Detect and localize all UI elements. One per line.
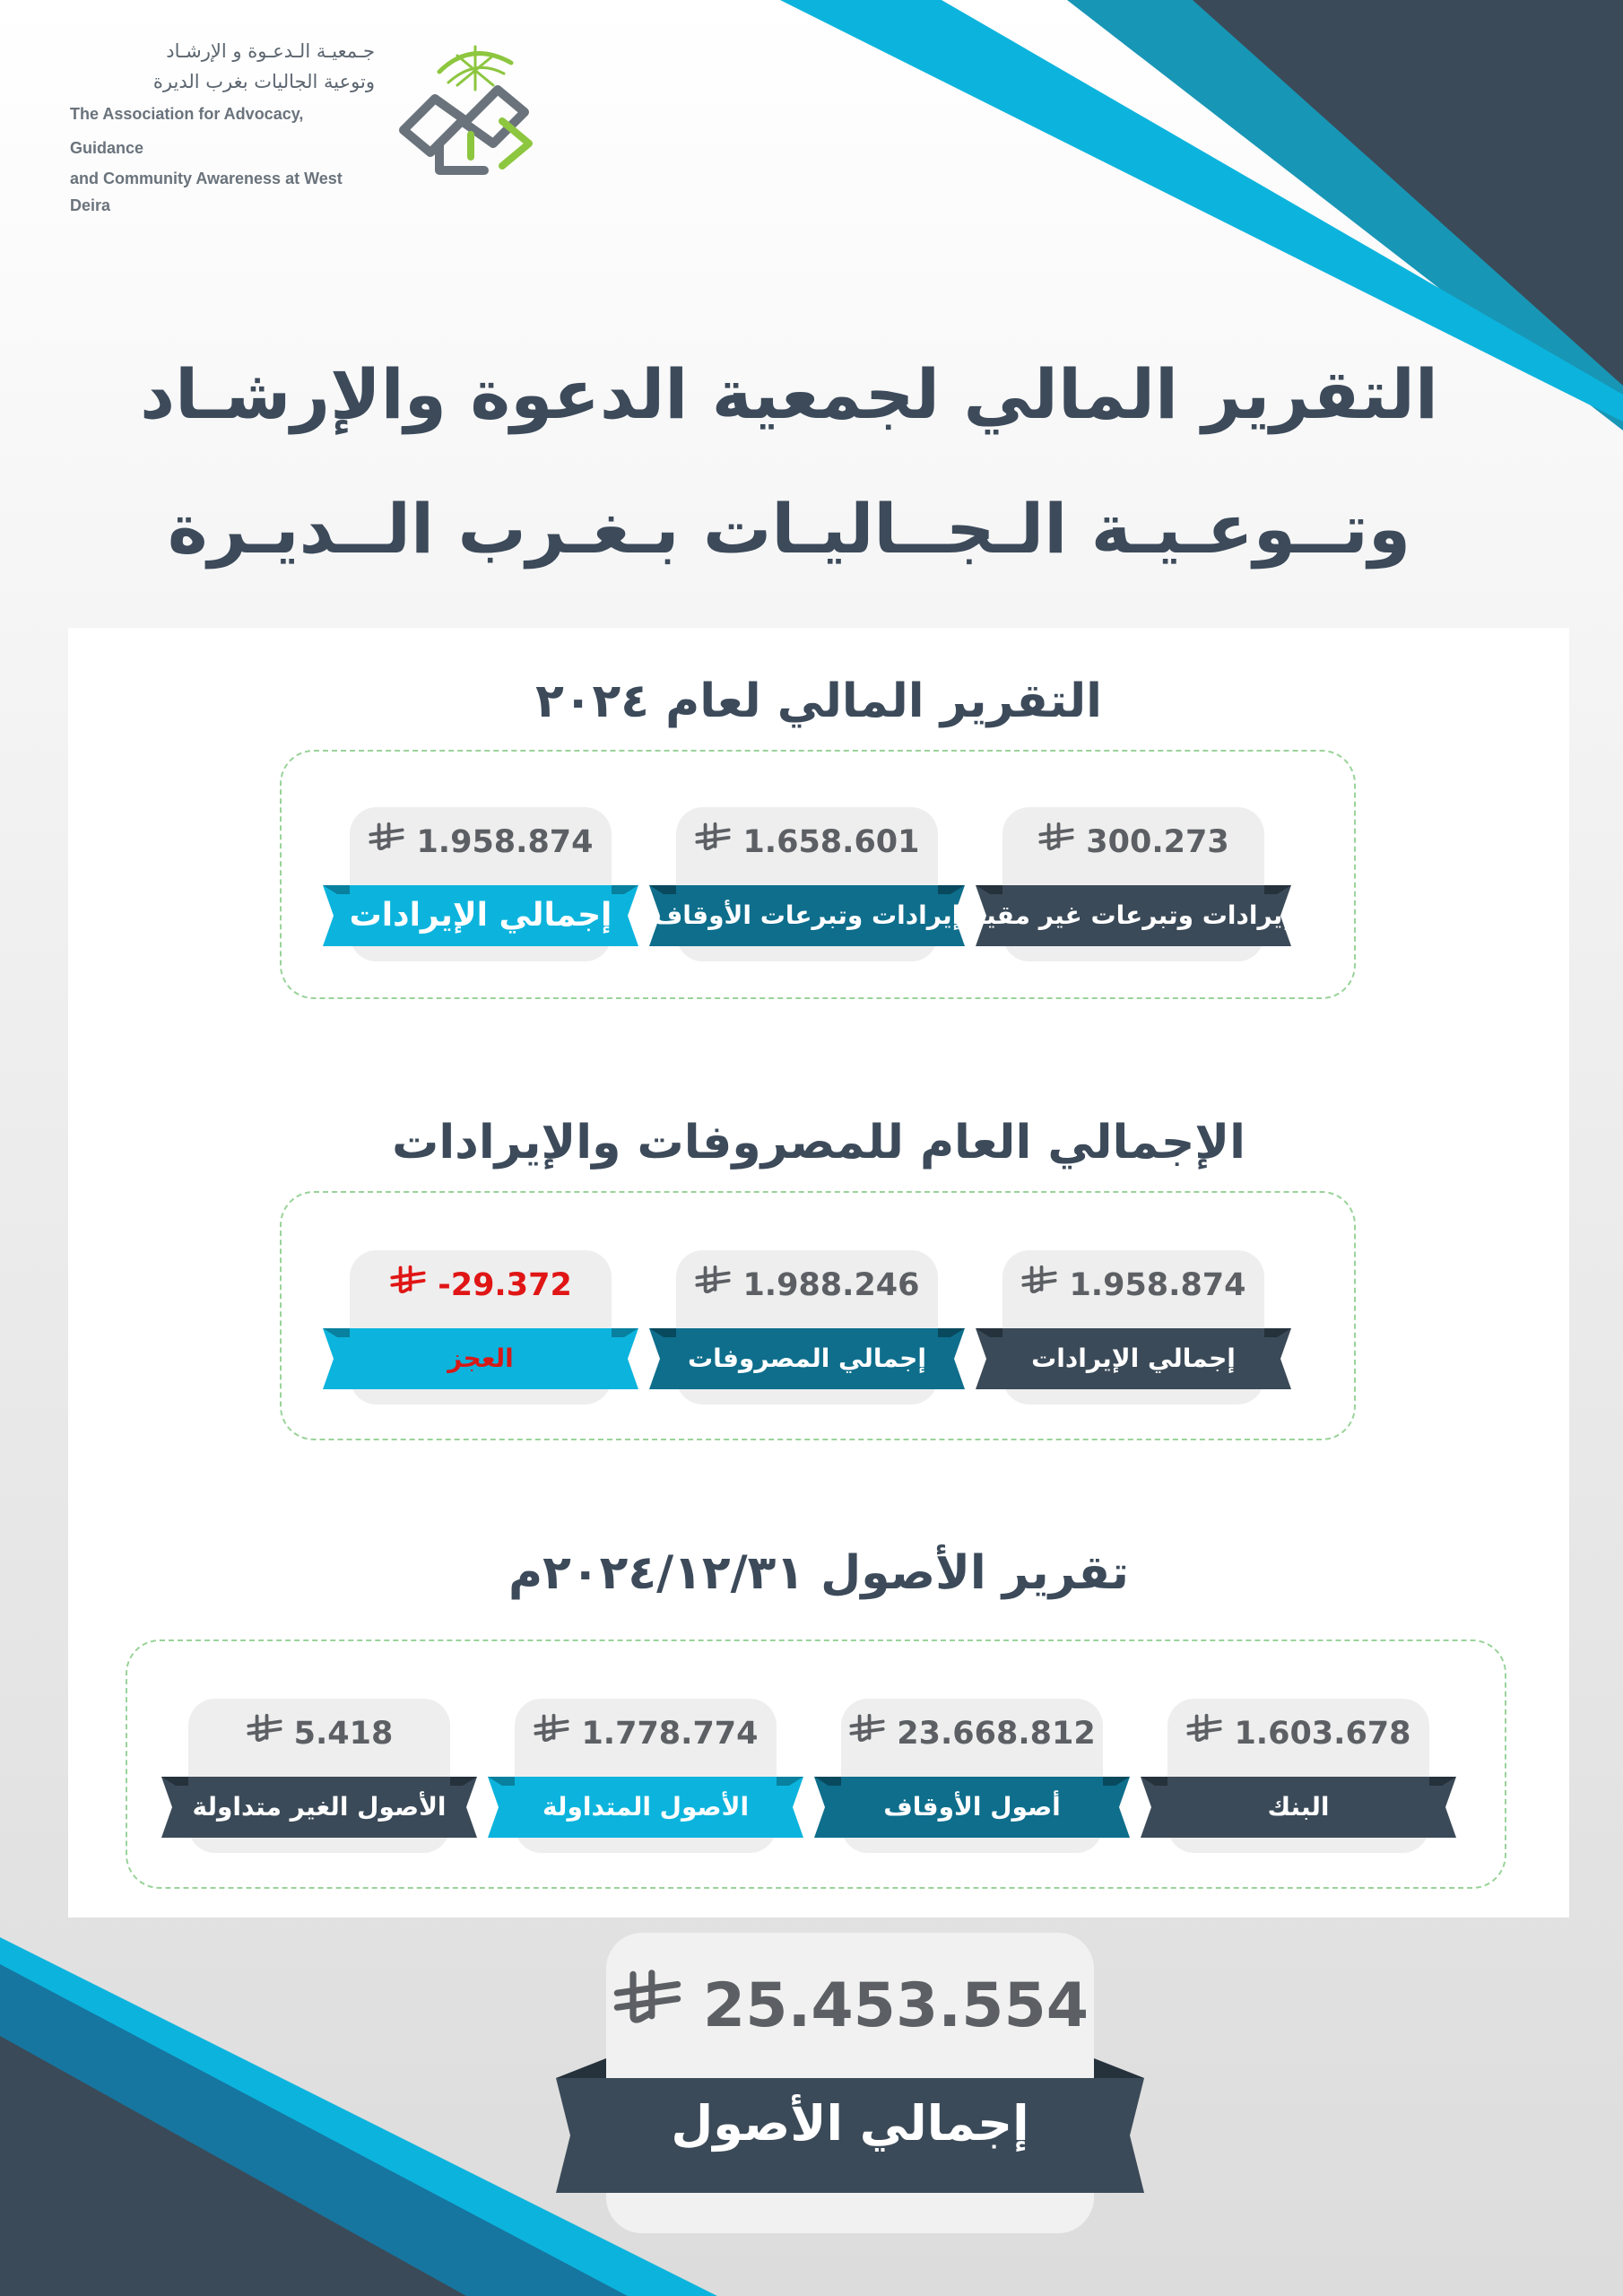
association-name-ar-1: جـمعيـة الـدعـوة و الإرشـاد — [166, 40, 375, 62]
card-total-revenue — [323, 807, 638, 965]
riyal-icon — [1185, 1713, 1223, 1744]
riyal-icon — [848, 1713, 886, 1744]
card-amount: 1.988.246 — [649, 1265, 965, 1303]
riyal-icon — [1037, 822, 1075, 852]
card-summary-revenue — [976, 1250, 1291, 1408]
card-amount: 1.658.601 — [649, 822, 965, 860]
card-amount: 23.668.812 — [814, 1713, 1130, 1752]
main-title-line-2: وتــوعـيـة الـجــاليـات بـغـرب الــديـرة — [167, 489, 1411, 569]
section-title-report-2024: التقرير المالي لعام ٢٠٢٤ — [535, 674, 1102, 728]
card-amount: 1.778.774 — [488, 1713, 803, 1752]
total-assets-amount: 25.453.554 — [556, 1969, 1144, 2041]
riyal-icon — [368, 822, 405, 852]
card-amount: -29.372 — [323, 1265, 638, 1303]
card-label: إجمالي المصروفات — [688, 1344, 926, 1373]
card-amount: 1.958.874 — [323, 822, 638, 860]
card-label: الأصول المتداولة — [542, 1792, 750, 1822]
card-label: إجمالي الإيرادات — [349, 897, 612, 934]
card-amount: 5.418 — [161, 1713, 477, 1752]
card-label: أصول الأوقاف — [883, 1792, 1061, 1822]
riyal-icon — [694, 1265, 732, 1295]
riyal-icon — [612, 1969, 683, 2026]
content-panel — [68, 628, 1569, 1918]
association-name — [70, 36, 375, 219]
card-unrestricted-donations — [957, 807, 1291, 965]
association-name-en-2: and Community Awareness at West Deira — [70, 170, 343, 214]
card-amount: 1.603.678 — [1141, 1713, 1456, 1752]
riyal-icon — [389, 1265, 427, 1295]
riyal-icon — [246, 1713, 283, 1744]
riyal-icon — [1020, 1265, 1058, 1295]
card-label: الأصول الغير متداولة — [192, 1792, 447, 1822]
main-title-line-1: التقرير المالي لجمعية الدعوة والإرشـاد — [140, 354, 1438, 434]
riyal-icon — [533, 1713, 570, 1744]
association-name-ar-2: وتوعية الجاليات بغرب الديرة — [152, 71, 375, 92]
card-label: إجمالي الإيرادات — [1031, 1344, 1236, 1373]
total-assets-card — [556, 1933, 1144, 2238]
card-label: العجز — [447, 1344, 514, 1373]
card-assets-current — [488, 1699, 803, 1857]
riyal-icon — [694, 822, 732, 852]
card-label: إيرادات وتبرعات الأوقاف — [653, 900, 961, 930]
association-name-en-1: The Association for Advocacy, Guidance — [70, 105, 304, 157]
card-assets-endowments — [814, 1699, 1130, 1857]
section-title-summary: الإجمالي العام للمصروفات والإيرادات — [392, 1116, 1245, 1170]
association-logo-icon — [386, 36, 547, 179]
section-title-assets: تقرير الأصول ٢٠٢٤/١٢/٣١م — [508, 1546, 1129, 1600]
card-label: إيرادات وتبرعات غير مقيدة — [957, 900, 1291, 930]
card-summary-expenses — [649, 1250, 965, 1408]
card-amount: 300.273 — [976, 822, 1291, 860]
card-label: البنك — [1267, 1792, 1330, 1822]
card-assets-non-current — [161, 1699, 477, 1857]
card-amount: 1.958.874 — [976, 1265, 1291, 1303]
card-assets-bank — [1141, 1699, 1456, 1857]
total-assets-label: إجمالي الأصول — [671, 2095, 1029, 2152]
card-endowment-donations — [649, 807, 965, 965]
card-summary-deficit — [323, 1250, 638, 1408]
